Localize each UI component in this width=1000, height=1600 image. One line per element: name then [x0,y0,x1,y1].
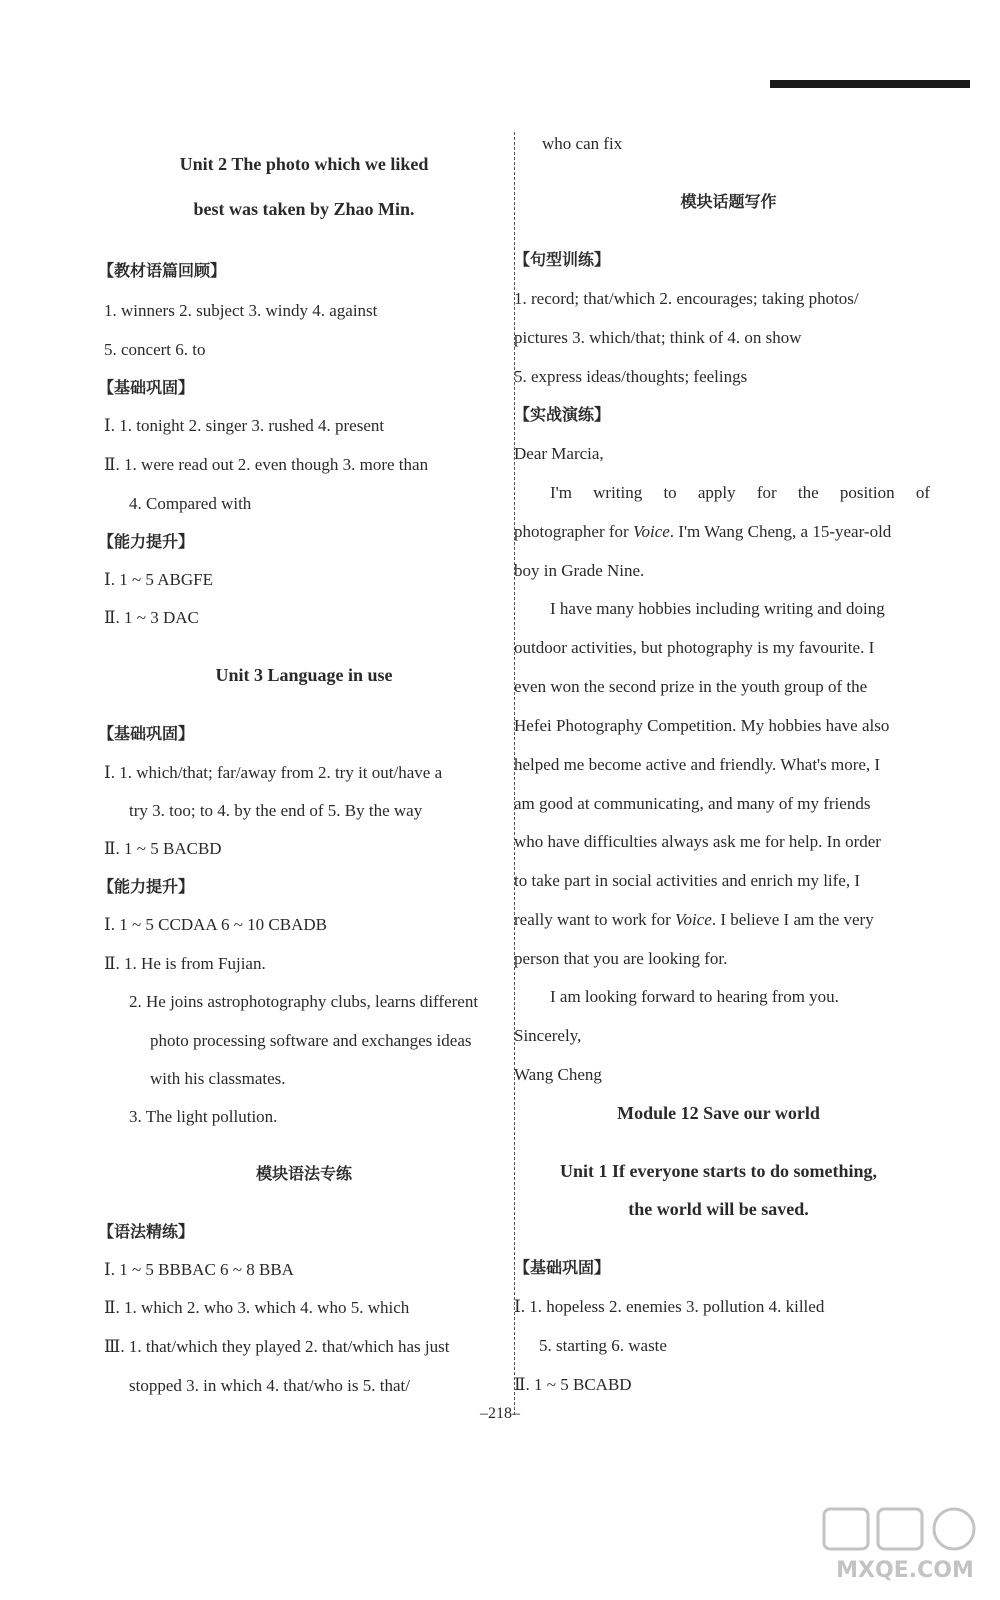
watermark-logo [820,1505,990,1585]
answer-line: try 3. too; to 4. by the end of 5. By the way [129,801,423,820]
unit1-title-line2: the world will be saved. [628,1199,809,1219]
letter-line: I'm writing to apply for the position of [550,483,930,502]
unit1-title-line1: Unit 1 If everyone starts to do something, [560,1161,877,1181]
answer-line: 5. concert 6. to [104,340,206,359]
letter-signature: Wang Cheng [514,1065,602,1084]
answer-line: photo processing software and exchanges ideas [150,1031,472,1050]
letter-line: photographer for Voice. I'm Wang Cheng, a 15-year-old [514,522,892,541]
answer-line: who can fix [542,134,623,153]
header-rule [770,80,970,88]
answer-line: Ⅰ. 1. tonight 2. singer 3. rushed 4. present [104,416,385,435]
section-heading: 【教材语篇回顾】 [98,261,227,280]
answer-line: 5. starting 6. waste [539,1336,667,1355]
letter-line: person that you are looking for. [514,949,728,968]
answer-line: with his classmates. [150,1069,286,1088]
section-heading: 【基础巩固】 [98,724,195,743]
answer-line: 4. Compared with [129,494,252,513]
page-number: –218– [480,1405,520,1422]
letter-closing: Sincerely, [514,1026,582,1045]
section-heading: 【能力提升】 [98,532,195,551]
section-heading: 【能力提升】 [98,877,195,896]
letter-line: boy in Grade Nine. [514,561,645,580]
letter-line: I am looking forward to hearing from you. [550,987,839,1006]
section-heading: 【基础巩固】 [98,378,195,397]
writing-title: 模块话题写作 [680,192,777,211]
letter-line: even won the second prize in the youth group of the [514,677,868,696]
answer-line: 3. The light pollution. [129,1107,278,1126]
letter-line: Hefei Photography Competition. My hobbies have also [514,716,890,735]
watermark-text: MXQE.COM [836,1558,974,1583]
section-heading: 【语法精练】 [98,1222,195,1241]
answer-line: Ⅱ. 1. which 2. who 3. which 4. who 5. which [104,1298,410,1317]
letter-line: am good at communicating, and many of my friends [514,794,871,813]
answer-line: stopped 3. in which 4. that/who is 5. that/ [129,1376,410,1395]
letter-line: helped me become active and friendly. What's more, I [514,755,881,774]
answer-line: pictures 3. which/that; think of 4. on show [514,328,802,347]
letter-line: outdoor activities, but photography is my favourite. I [514,638,875,657]
answer-line: Ⅰ. 1 ~ 5 ABGFE [104,570,213,589]
unit3-title: Unit 3 Language in use [215,665,393,685]
letter-line: really want to work for Voice. I believe I am the very [514,910,874,929]
answer-line: 1. winners 2. subject 3. windy 4. against [104,301,378,320]
answer-line: Ⅰ. 1. which/that; far/away from 2. try it out/have a [104,763,443,782]
answer-line: Ⅰ. 1 ~ 5 BBBAC 6 ~ 8 BBA [104,1260,294,1279]
section-heading: 【基础巩固】 [514,1258,611,1277]
letter-greeting: Dear Marcia, [514,444,604,463]
letter-line: to take part in social activities and enrich my life, I [514,871,861,890]
answer-line: Ⅰ. 1 ~ 5 CCDAA 6 ~ 10 CBADB [104,915,328,934]
answer-line: 5. express ideas/thoughts; feelings [514,367,748,386]
module12-title: Module 12 Save our world [617,1103,820,1123]
answer-line: Ⅲ. 1. that/which they played 2. that/which has just [104,1337,450,1356]
grammar-title: 模块语法专练 [255,1164,352,1183]
letter-line: I have many hobbies including writing and doing [550,599,885,618]
unit2-title-line2: best was taken by Zhao Min. [193,199,415,219]
answer-line: Ⅱ. 1 ~ 5 BACBD [104,839,222,858]
answer-line: Ⅱ. 1. were read out 2. even though 3. more than [104,455,429,474]
answer-line: 1. record; that/which 2. encourages; taking photos/ [514,289,859,308]
section-heading: 【句型训练】 [514,250,611,269]
answer-line: 2. He joins astrophotography clubs, learns different [129,992,479,1011]
answer-line: Ⅰ. 1. hopeless 2. enemies 3. pollution 4. killed [514,1297,825,1316]
section-heading: 【实战演练】 [514,405,611,424]
letter-line: who have difficulties always ask me for help. In order [514,832,881,851]
answer-line: Ⅱ. 1 ~ 3 DAC [104,608,199,627]
unit2-title-line1: Unit 2 The photo which we liked [179,154,429,174]
answer-line: Ⅱ. 1 ~ 5 BCABD [514,1375,632,1394]
answer-line: Ⅱ. 1. He is from Fujian. [104,954,266,973]
